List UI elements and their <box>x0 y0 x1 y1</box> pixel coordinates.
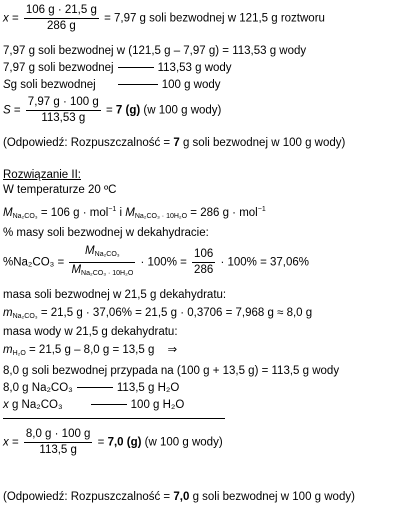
text-line: masa wody w 21,5 g dekahydratu: <box>3 326 178 338</box>
proportion-dash <box>77 387 113 388</box>
section-heading: Rozwiązanie II: <box>3 169 81 181</box>
molar-mass-line: $M_{Na_2CO_3} = 106$ g · mol$^{-1}$ i $M_{Na_2CO_3 \cdot 10H_2O} = 286$ g · mol$^{-1}$ <box>3 206 266 220</box>
mass-line: $m_{Na_2CO_3} = 21,5$ g · 37,06% = 21,5 g · 0,3706 = 7,968 g ≈ 8,0 g <box>3 307 313 320</box>
proportion-line: Sg soli bezwodnej 100 g wody <box>3 79 221 91</box>
calc-line-s: S = $\frac{7,97 g \cdot 100 g}{113,53 g}$ = 7 (g) (w 100 g wody) <box>3 96 222 124</box>
answer-line: (Odpowiedź: Rozpuszczalność = 7,0 g soli bezwodnej w 100 g wody) <box>3 491 355 503</box>
proportion-dash <box>91 404 127 405</box>
text-line: masa soli bezwodnej w 21,5 g dekahydratu: <box>3 289 227 301</box>
temperature-line: W temperaturze 20 ºC <box>3 184 117 196</box>
separator-line <box>3 418 225 419</box>
fraction: $\frac{106 g \cdot 21,5 g}{286 g}$ <box>25 4 97 32</box>
fraction: $\frac{7,97 g \cdot 100 g}{113,53 g}$ <box>27 96 99 124</box>
percent-line: %Na₂CO₃ = $\frac{M_{Na_2CO_3}}{M_{Na_2CO_3 \cdot 10H_2O}}$ · 100% = $\frac{106}{286}$ · 100% = 37,06% <box>3 245 309 280</box>
implies-arrow-icon: ⇒ <box>167 344 178 356</box>
proportion-line: 8,0 g Na₂CO₃ 113,5 g H₂O <box>3 382 180 394</box>
text-line: % masy soli bezwodnej w dekahydracie: <box>3 227 209 239</box>
text-line: 8,0 g soli bezwodnej przypada na (100 g + 13,5 g) = 113,5 g wody <box>3 365 340 377</box>
answer-line: (Odpowiedź: Rozpuszczalność = 7 g soli bezwodnej w 100 g wody) <box>3 137 346 149</box>
calc-line-x: x = $\frac{106 g \cdot 21,5 g}{286 g}$ = 7,97 g soli bezwodnej w 121,5 g roztworu <box>3 4 325 32</box>
fraction: $\frac{106}{286}$ <box>194 248 214 276</box>
text-line: 7,97 g soli bezwodnej w (121,5 g – 7,97 g) = 113,53 g wody <box>3 45 307 57</box>
fraction: $\frac{8,0 g \cdot 100 g}{113,5 g}$ <box>25 428 91 456</box>
water-mass-line: $m_{H_2O} = 21,5$ g – 8,0 g = 13,5 g ⇒ <box>3 344 178 357</box>
proportion-line: 7,97 g soli bezwodnej 113,53 g wody <box>3 62 232 74</box>
proportion-dash <box>118 84 158 85</box>
final-calc-line: x = $\frac{8,0 g \cdot 100 g}{113,5 g}$ = 7,0 (g) (w 100 g wody) <box>3 428 223 456</box>
var-x: x <box>3 12 9 25</box>
proportion-dash <box>118 67 154 68</box>
fraction: $\frac{M_{Na_2CO_3}}{M_{Na_2CO_3 \cdot 10H_2O}}$ <box>71 245 134 277</box>
proportion-line: x g Na₂CO₃ 100 g H₂O <box>3 399 185 411</box>
